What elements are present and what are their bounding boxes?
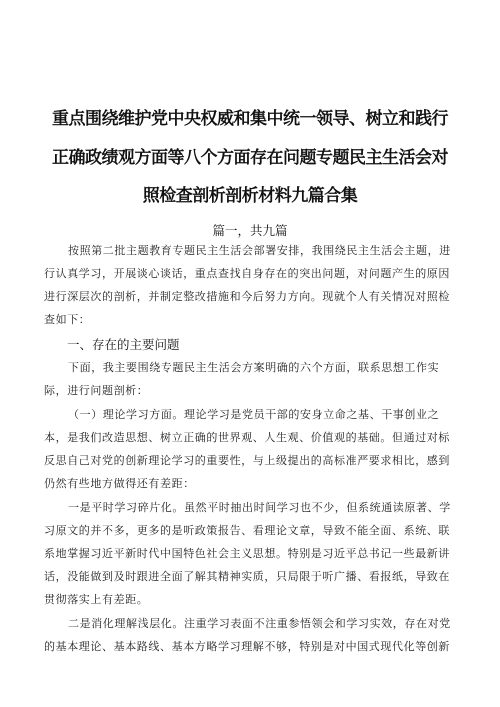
paragraph-line: （一）理论学习方面。理论学习是党员干部的安身立命之基、干事创业之 [68,408,440,421]
paragraph-line: 本，是我们改造思想、树立正确的世界观、人生观、价值观的基础。但通过对标 [44,431,450,444]
paragraph-line: 贯彻落实上有差距。 [44,593,149,606]
paragraph-line: 反思自己对党的创新理论学习的重要性，与上级提出的高标准严要求相比，感到 [44,454,450,467]
document-title-line-1: 重点围绕维护党中央权威和集中统一领导、树立和践行 [52,109,448,129]
paragraph-line: 二是消化理解浅层化。注重学习表面不注重参悟领会和学习实效，存在对党 [68,617,451,630]
paragraph-line: 话，没能做到及时跟进全面了解其精神实质，只局限于听广播、看报纸，导致在 [44,570,450,583]
paragraph-line: 按照第二批主题教育专题民主生活会部署安排，我围绕民主生活会主题，进 [68,244,451,257]
paragraph-line: 的基本理论、基本路线、基本方略学习理解不够，特别是对中国式现代化等创新 [44,640,450,653]
paragraph-line: 进行深层次的剖析，并制定整改措施和今后努力方向。现就个人有关情况对照检 [44,290,450,303]
paragraph-line: 系地掌握习近平新时代中国特色社会主义思想。特别是习近平总书记一些最新讲 [44,547,450,560]
paragraph-line: 下面，我主要围绕专题民主生活会方案明确的六个方面，联系思想工作实 [68,361,440,374]
paragraph-line: 查如下： [44,313,91,326]
section-heading: 一、存在的主要问题 [67,337,180,352]
paragraph-line: 一是平时学习碎片化。虽然平时抽出时间学习也不少，但系统通读原著、学 [68,501,451,514]
paragraph-line: 习原文的并不多，更多的是听政策报告、看理论文章，导致不能全面、系统、联 [44,524,450,537]
paragraph-line: 行认真学习，开展谈心谈话，重点查找自身存在的突出问题，对问题产生的原因 [44,267,450,280]
paragraph-line: 仍然有些地方做得还有差距： [44,477,195,490]
document-subtitle: 篇一，共九篇 [212,223,288,238]
paragraph-line: 际，进行问题剖析： [44,384,149,397]
document-title-line-2: 正确政绩观方面等八个方面存在问题专题民主生活会对 [52,148,448,168]
document-title-line-3: 照检查剖析剖析材料九篇合集 [142,186,358,206]
